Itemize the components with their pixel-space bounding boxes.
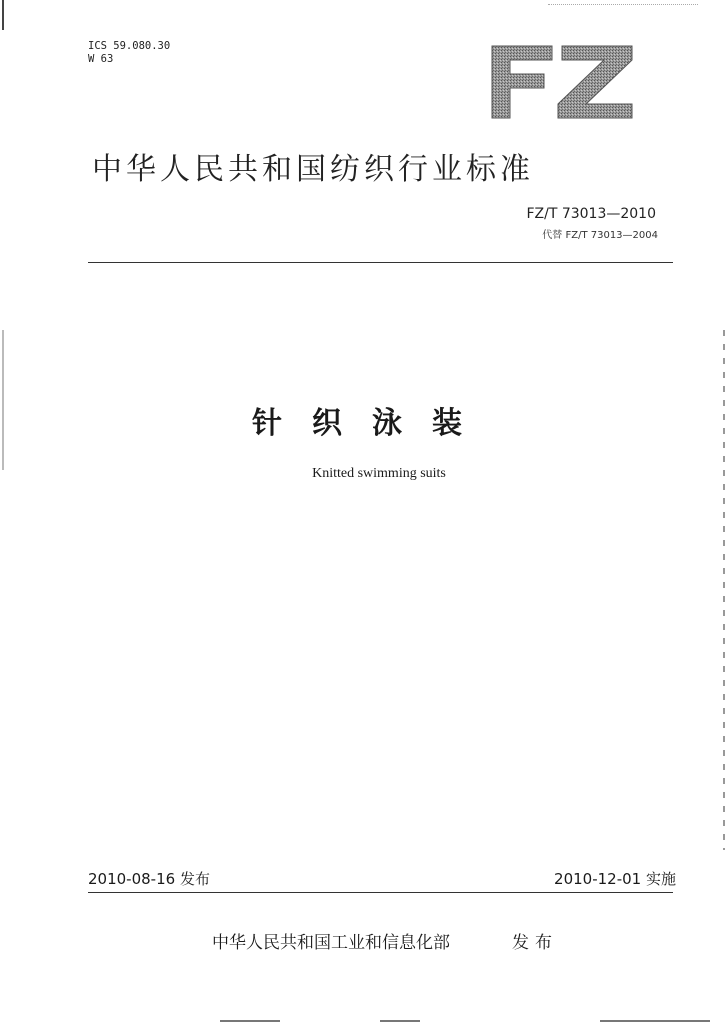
classification-codes [88, 40, 170, 66]
issue-verb: 发布 [512, 933, 558, 953]
replaced-standard: 代替 FZ/T 73013—2004 [542, 230, 658, 241]
implementation-date: 2010-12-01 实施 [554, 870, 676, 888]
ccs-code: W 63 [88, 53, 114, 65]
scan-artifact-bottom [380, 1020, 420, 1022]
logo-text: FZ [486, 44, 488, 45]
document-title-english: Knitted swimming suits [312, 466, 446, 481]
scan-artifact-top [548, 4, 698, 5]
standard-code: FZ/T 73013—2010 [526, 206, 656, 222]
issuing-authority: 中华人民共和国工业和信息化部 [212, 933, 450, 953]
footer-divider [88, 892, 673, 893]
scan-artifact-bottom [220, 1020, 280, 1022]
header-divider [88, 262, 673, 263]
document-title-chinese: 针织泳装 [252, 406, 492, 441]
scan-edge-artifact-left [2, 0, 4, 1024]
issue-date: 2010-08-16 发布 [88, 870, 210, 888]
ics-code: ICS 59.080.30 [88, 40, 171, 52]
scan-artifact-bottom [600, 1020, 710, 1022]
fz-logo [486, 44, 636, 120]
standard-category-name: 中华人民共和国纺织行业标准 [92, 152, 534, 187]
